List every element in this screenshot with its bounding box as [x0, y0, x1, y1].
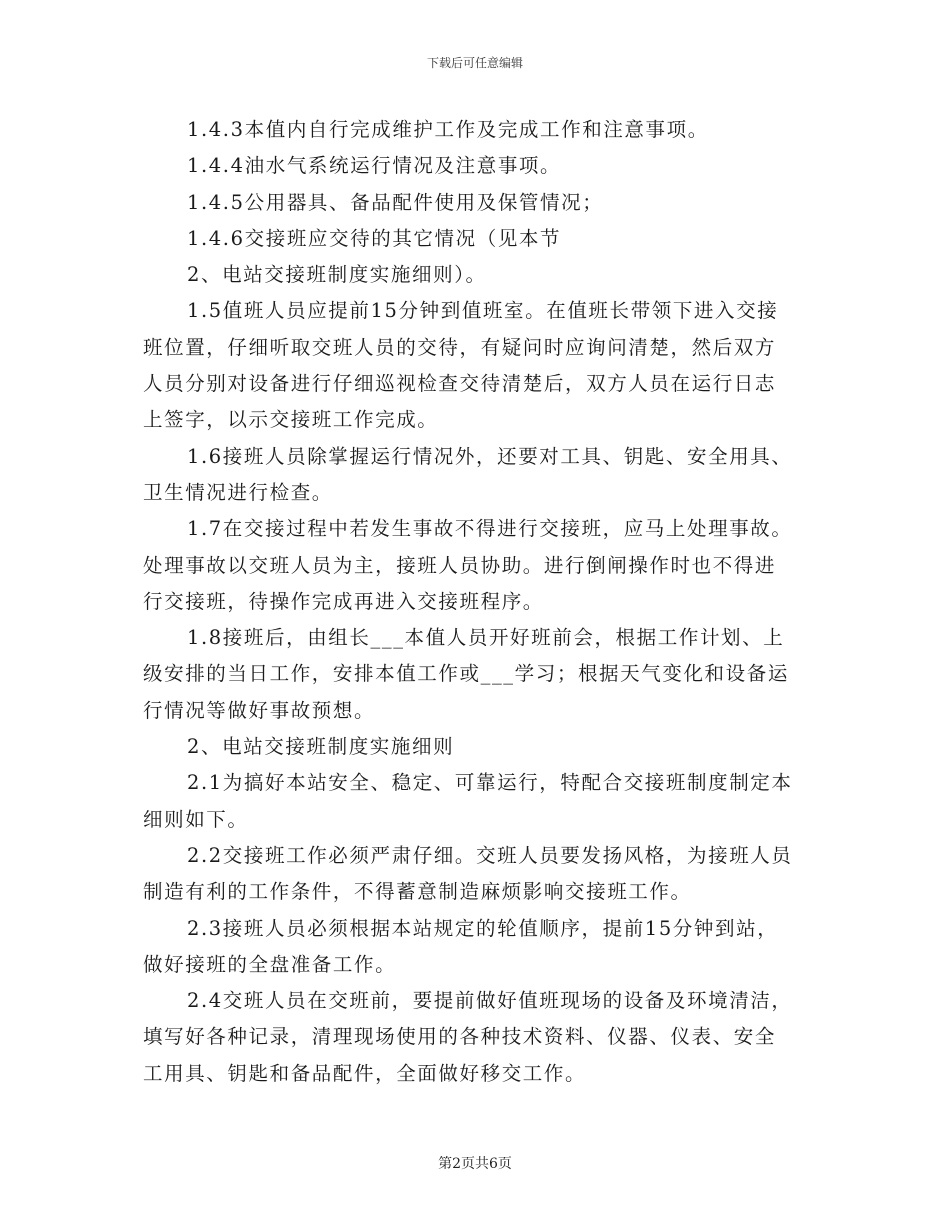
text-line: 制造有利的工作条件，不得蓄意制造麻烦影响交接班工作。	[143, 880, 692, 904]
page-footer: 第2页共6页	[438, 1156, 512, 1172]
paragraph	[143, 185, 813, 221]
text-line: 1.5值班人员应提前15分钟到值班室。在值班长带领下进入交接	[187, 299, 779, 323]
text-line: 填写好各种记录，清理现场使用的各种技术资料、仪器、仪表、安全	[143, 1025, 777, 1049]
text-line: 工用具、钥匙和备品配件，全面做好移交工作。	[143, 1061, 587, 1085]
text-line: 2、电站交接班制度实施细则）。	[187, 263, 487, 287]
paragraph	[143, 293, 813, 438]
text-line: 级安排的当日工作，安排本值工作或___学习；根据天气变化和设备运	[143, 662, 789, 686]
text-line: 1.4.4油水气系统运行情况及注意事项。	[187, 154, 562, 178]
paragraph	[143, 257, 813, 293]
text-line: 2、电站交接班制度实施细则	[187, 735, 455, 759]
document-body	[143, 112, 813, 1092]
paragraph	[143, 112, 813, 148]
page-header: 下载后可任意编辑	[426, 56, 523, 70]
paragraph	[143, 439, 813, 512]
text-line: 处理事故以交班人员为主，接班人员协助。进行倒闸操作时也不得进	[143, 553, 777, 577]
paragraph	[143, 983, 813, 1092]
text-line: 1.8接班后，由组长___本值人员开好班前会，根据工作计划、上	[187, 626, 785, 650]
section-heading	[143, 729, 813, 765]
text-line: 1.4.6交接班应交待的其它情况（见本节	[187, 226, 562, 250]
paragraph	[143, 620, 813, 729]
paragraph	[143, 221, 813, 257]
text-line: 2.1为搞好本站安全、稳定、可靠运行，特配合交接班制度制定本	[187, 771, 793, 795]
paragraph	[143, 148, 813, 184]
text-line: 人员分别对设备进行仔细巡视检查交待清楚后，双方人员在运行日志	[143, 372, 777, 396]
paragraph	[143, 765, 813, 838]
text-line: 1.4.3本值内自行完成维护工作及完成工作和注意事项。	[187, 118, 709, 141]
paragraph	[143, 911, 813, 984]
text-line: 1.6接班人员除掌握运行情况外，还要对工具、钥匙、安全用具、	[187, 444, 793, 468]
text-line: 卫生情况进行检查。	[143, 480, 333, 504]
text-line: 做好接班的全盘准备工作。	[143, 952, 397, 976]
text-line: 行交接班，待操作完成再进入交接班程序。	[143, 589, 544, 613]
text-line: 上签字，以示交接班工作完成。	[143, 408, 439, 432]
paragraph	[143, 511, 813, 620]
text-line: 行情况等做好事故预想。	[143, 698, 376, 722]
text-line: 班位置，仔细听取交班人员的交待，有疑问时应询问清楚，然后双方	[143, 335, 777, 359]
text-line: 1.7在交接过程中若发生事故不得进行交接班，应马上处理事故。	[187, 517, 793, 541]
text-line: 细则如下。	[143, 807, 249, 831]
text-line: 2.4交班人员在交班前，要提前做好值班现场的设备及环境清洁，	[187, 989, 793, 1013]
text-line: 1.4.5公用器具、备品配件使用及保管情况；	[187, 190, 604, 214]
text-line: 2.3接班人员必须根据本站规定的轮值顺序，提前15分钟到站，	[187, 916, 779, 940]
paragraph	[143, 838, 813, 911]
text-line: 2.2交接班工作必须严肃仔细。交班人员要发扬风格，为接班人员	[187, 843, 793, 867]
